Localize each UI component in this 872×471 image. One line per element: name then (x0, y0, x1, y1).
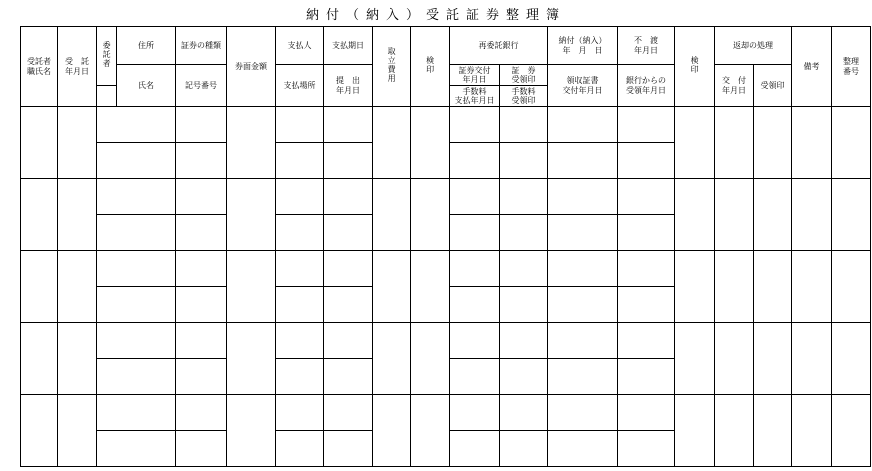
record-dishonor-date-cell[interactable] (618, 395, 675, 431)
record-cert-issue-cell[interactable] (450, 179, 500, 215)
header-fee-payment-date: 手数料 支払年月日 (450, 86, 500, 107)
header-remarks: 備考 (792, 27, 832, 107)
record-fee-date-cell[interactable] (450, 143, 500, 179)
header-address: 住所 (117, 27, 176, 65)
record-received-date-cell[interactable] (58, 323, 97, 395)
header-security-number: 記号番号 (176, 65, 227, 107)
header-receipt-seal: 受領印 (754, 65, 792, 107)
record-payment-due-cell[interactable] (324, 395, 373, 431)
header-fee-receipt-seal: 手数料 受領印 (500, 86, 548, 107)
record-fee-date-cell[interactable] (450, 215, 500, 251)
header-cert-issue-date: 証券交付 年月日 (450, 65, 500, 86)
record-payer-cell[interactable] (276, 395, 324, 431)
record-payment-place-cell[interactable] (276, 359, 324, 395)
record-submission-date-cell[interactable] (324, 215, 373, 251)
header-received-date: 受 託 年月日 (58, 27, 97, 107)
record-cert-issue-cell[interactable] (450, 251, 500, 287)
record-collection-cost-cell[interactable] (373, 251, 411, 323)
record-issue-date-cell[interactable] (715, 395, 754, 467)
record-collection-cost-cell[interactable] (373, 395, 411, 467)
record-seal-1-cell[interactable] (411, 395, 450, 467)
record-remarks-cell[interactable] (792, 323, 832, 395)
record-face-amount-cell[interactable] (227, 251, 276, 323)
record-fee-date-cell[interactable] (450, 359, 500, 395)
record-received-date-cell[interactable] (58, 395, 97, 467)
record-received-date-cell[interactable] (58, 107, 97, 179)
record-bank-receipt-cell[interactable] (618, 215, 675, 251)
record-fee-seal-cell[interactable] (500, 287, 548, 323)
record-receipt-seal-cell[interactable] (754, 395, 792, 467)
record-name-cell[interactable] (97, 359, 176, 395)
record-address-cell[interactable] (97, 251, 176, 287)
record-payer-cell[interactable] (276, 251, 324, 287)
record-issue-date-cell[interactable] (715, 323, 754, 395)
ledger-sheet (20, 26, 859, 467)
header-reentrust-bank: 再委託銀行 (450, 27, 548, 65)
record-seal-1-cell[interactable] (411, 323, 450, 395)
record-face-amount-cell[interactable] (227, 179, 276, 251)
record-fee-date-cell[interactable] (450, 287, 500, 323)
record-payment-date-cell[interactable] (548, 179, 618, 215)
record-depositor-cell[interactable] (21, 107, 58, 179)
header-payment-place: 支払場所 (276, 65, 324, 107)
record-submission-date-cell[interactable] (324, 359, 373, 395)
record-received-date-cell[interactable] (58, 179, 97, 251)
header-trustee (97, 27, 117, 86)
record-seal-1-cell[interactable] (411, 107, 450, 179)
record-receipt-seal-cell[interactable] (754, 107, 792, 179)
record-dishonor-date-cell[interactable] (618, 107, 675, 143)
record-collection-cost-cell[interactable] (373, 107, 411, 179)
record-dishonor-date-cell[interactable] (618, 251, 675, 287)
record-seal-1-cell[interactable] (411, 179, 450, 251)
header-submission-date: 提 出 年月日 (324, 65, 373, 107)
record-provisional-receipt-cell[interactable] (548, 431, 618, 467)
record-payment-date-cell[interactable] (548, 395, 618, 431)
record-seal-2-cell[interactable] (675, 107, 715, 179)
record-security-type-cell[interactable] (176, 179, 227, 215)
record-bank-receipt-cell[interactable] (618, 359, 675, 395)
record-reg-number-cell[interactable] (832, 251, 871, 323)
record-face-amount-cell[interactable] (227, 395, 276, 467)
trustee-vertical-text: 委託者 (102, 41, 112, 69)
record-security-type-cell[interactable] (176, 323, 227, 359)
record-payment-place-cell[interactable] (276, 431, 324, 467)
header-issue-date: 交 付 年月日 (715, 65, 754, 107)
record-security-type-cell[interactable] (176, 251, 227, 287)
record-received-date-cell[interactable] (58, 251, 97, 323)
header-provisional-receipt-issue: 領収証書 交付年月日 (548, 65, 618, 107)
seal-1-vertical-text: 検印 (425, 56, 435, 75)
record-depositor-cell[interactable] (21, 323, 58, 395)
header-payment-date: 納付（納入） 年 月 日 (548, 27, 618, 65)
record-payment-due-cell[interactable] (324, 251, 373, 287)
record-security-number-cell[interactable] (176, 215, 227, 251)
record-address-cell[interactable] (97, 179, 176, 215)
record-address-cell[interactable] (97, 107, 176, 143)
record-provisional-receipt-cell[interactable] (548, 359, 618, 395)
record-address-cell[interactable] (97, 323, 176, 359)
header-security-type: 証券の種類 (176, 27, 227, 65)
header-trustee-continuation (97, 86, 117, 107)
record-remarks-cell[interactable] (792, 107, 832, 179)
record-remarks-cell[interactable] (792, 395, 832, 467)
record-cert-seal-cell[interactable] (500, 395, 548, 431)
record-fee-seal-cell[interactable] (500, 359, 548, 395)
record-receipt-seal-cell[interactable] (754, 179, 792, 251)
record-receipt-seal-cell[interactable] (754, 323, 792, 395)
record-submission-date-cell[interactable] (324, 431, 373, 467)
record-name-cell[interactable] (97, 287, 176, 323)
record-seal-2-cell[interactable] (675, 251, 715, 323)
record-cert-seal-cell[interactable] (500, 179, 548, 215)
record-payer-cell[interactable] (276, 107, 324, 143)
record-name-cell[interactable] (97, 143, 176, 179)
record-bank-receipt-cell[interactable] (618, 143, 675, 179)
record-reg-number-cell[interactable] (832, 323, 871, 395)
seal-2-vertical-text: 検印 (690, 56, 700, 75)
record-fee-date-cell[interactable] (450, 431, 500, 467)
record-face-amount-cell[interactable] (227, 107, 276, 179)
record-seal-1-cell[interactable] (411, 251, 450, 323)
record-cert-issue-cell[interactable] (450, 395, 500, 431)
record-security-type-cell[interactable] (176, 107, 227, 143)
record-depositor-cell[interactable] (21, 395, 58, 467)
record-remarks-cell[interactable] (792, 251, 832, 323)
record-address-cell[interactable] (97, 395, 176, 431)
record-provisional-receipt-cell[interactable] (548, 143, 618, 179)
record-payment-place-cell[interactable] (276, 287, 324, 323)
record-depositor-cell[interactable] (21, 179, 58, 251)
record-cert-seal-cell[interactable] (500, 107, 548, 143)
record-bank-receipt-cell[interactable] (618, 431, 675, 467)
header-seal-1 (411, 27, 450, 107)
record-collection-cost-cell[interactable] (373, 323, 411, 395)
record-cert-issue-cell[interactable] (450, 323, 500, 359)
header-dishonor-date: 不 渡 年月日 (618, 27, 675, 65)
record-name-cell[interactable] (97, 215, 176, 251)
record-security-number-cell[interactable] (176, 359, 227, 395)
header-seal-2 (675, 27, 715, 107)
header-payer: 支払人 (276, 27, 324, 65)
header-reg-number: 整理 番号 (832, 27, 871, 107)
record-payment-date-cell[interactable] (548, 107, 618, 143)
record-submission-date-cell[interactable] (324, 287, 373, 323)
record-seal-2-cell[interactable] (675, 179, 715, 251)
record-fee-seal-cell[interactable] (500, 431, 548, 467)
record-cert-seal-cell[interactable] (500, 323, 548, 359)
record-remarks-cell[interactable] (792, 179, 832, 251)
record-payer-cell[interactable] (276, 323, 324, 359)
record-payment-due-cell[interactable] (324, 179, 373, 215)
header-collection-cost (373, 27, 411, 107)
header-face-amount: 券面金額 (227, 27, 276, 107)
header-return-processing: 返却の処理 (715, 27, 792, 65)
record-seal-2-cell[interactable] (675, 323, 715, 395)
record-security-number-cell[interactable] (176, 287, 227, 323)
collection-cost-vertical-text: 取立費用 (387, 47, 397, 84)
record-issue-date-cell[interactable] (715, 179, 754, 251)
ledger-table (20, 26, 871, 467)
record-fee-seal-cell[interactable] (500, 143, 548, 179)
record-submission-date-cell[interactable] (324, 143, 373, 179)
record-fee-seal-cell[interactable] (500, 215, 548, 251)
record-cert-issue-cell[interactable] (450, 107, 500, 143)
record-security-number-cell[interactable] (176, 143, 227, 179)
record-dishonor-date-cell[interactable] (618, 323, 675, 359)
header-payment-due: 支払期日 (324, 27, 373, 65)
record-receipt-seal-cell[interactable] (754, 251, 792, 323)
record-reg-number-cell[interactable] (832, 107, 871, 179)
ledger-title: 納付（納入）受託証券整理簿 (305, 8, 566, 23)
header-depositor-name: 受託者 職氏名 (21, 27, 58, 107)
header-name: 氏名 (117, 65, 176, 107)
record-depositor-cell[interactable] (21, 251, 58, 323)
record-bank-receipt-cell[interactable] (618, 287, 675, 323)
record-security-number-cell[interactable] (176, 431, 227, 467)
record-payment-place-cell[interactable] (276, 215, 324, 251)
record-payment-due-cell[interactable] (324, 323, 373, 359)
record-payment-date-cell[interactable] (548, 251, 618, 287)
record-cert-seal-cell[interactable] (500, 251, 548, 287)
record-issue-date-cell[interactable] (715, 251, 754, 323)
record-payment-due-cell[interactable] (324, 107, 373, 143)
record-payment-date-cell[interactable] (548, 323, 618, 359)
record-payment-place-cell[interactable] (276, 143, 324, 179)
record-provisional-receipt-cell[interactable] (548, 287, 618, 323)
record-provisional-receipt-cell[interactable] (548, 215, 618, 251)
record-seal-2-cell[interactable] (675, 395, 715, 467)
record-face-amount-cell[interactable] (227, 323, 276, 395)
record-name-cell[interactable] (97, 431, 176, 467)
record-issue-date-cell[interactable] (715, 107, 754, 179)
record-security-type-cell[interactable] (176, 395, 227, 431)
record-collection-cost-cell[interactable] (373, 179, 411, 251)
record-reg-number-cell[interactable] (832, 395, 871, 467)
record-reg-number-cell[interactable] (832, 179, 871, 251)
header-bank-receipt-date: 銀行からの 受領年月日 (618, 65, 675, 107)
header-cert-receipt-seal: 証 券 受領印 (500, 65, 548, 86)
record-dishonor-date-cell[interactable] (618, 179, 675, 215)
record-payer-cell[interactable] (276, 179, 324, 215)
